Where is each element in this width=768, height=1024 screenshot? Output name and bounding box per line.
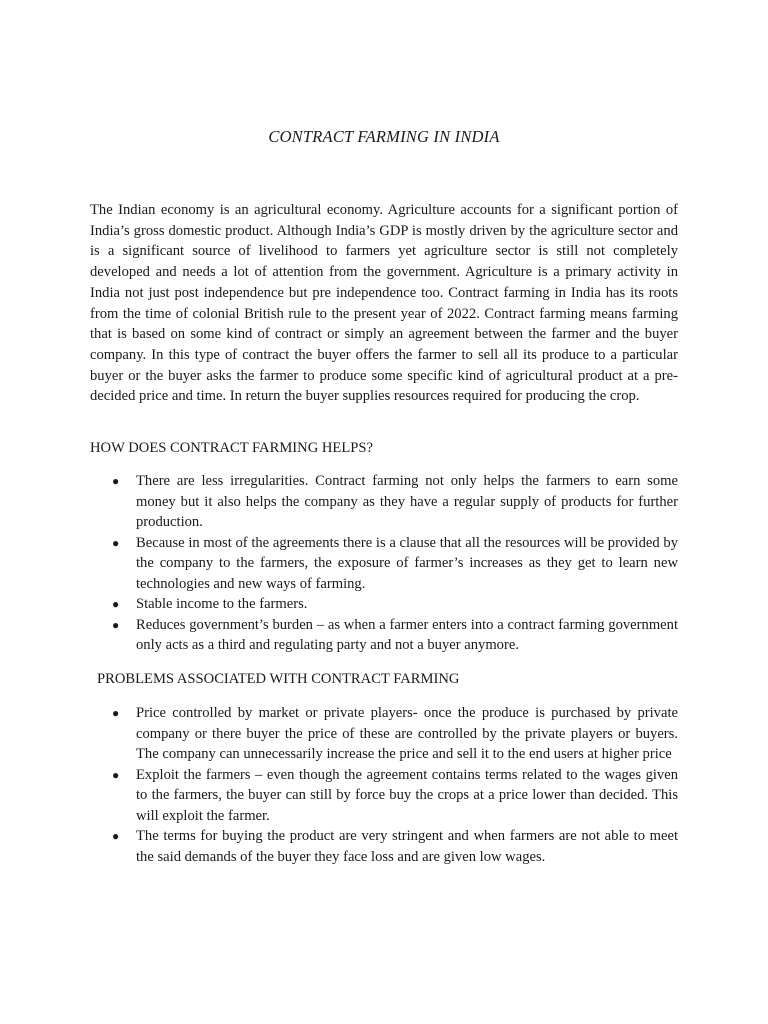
list-item (112, 765, 678, 827)
page-title: CONTRACT FARMING IN INDIA (268, 127, 500, 146)
list-item-text: Stable income to the farmers. (136, 596, 308, 612)
list-item-text: Because in most of the agreements there is a clause that all the resources will be provided by the company to the farmers, the exposure of farmer’s increases as they get to learn new technologies and new ways of farming. (136, 534, 678, 592)
section-heading-problems: PROBLEMS ASSOCIATED WITH CONTRACT FARMING (97, 671, 460, 687)
section-heading-helps: HOW DOES CONTRACT FARMING HELPS? (90, 440, 373, 456)
bullet-icon: ● (112, 474, 120, 488)
list-item (112, 471, 678, 533)
helps-bullet-list (112, 471, 678, 656)
list-item-text: The terms for buying the product are very stringent and when farmers are not able to meet the said demands of the buyer they face loss and are given low wages. (136, 828, 678, 865)
list-item-text: Price controlled by market or private players- once the produce is purchased by private company or there buyer the price of these are controlled by the private players or buyers. The company can unnecessarily increase the price and sell it to the end users at higher price (136, 705, 678, 762)
bullet-icon: ● (112, 829, 120, 843)
list-item-text: Reduces government’s burden – as when a farmer enters into a contract farming government only acts as a third and regulating party and not a buyer anymore. (136, 616, 678, 653)
intro-paragraph: The Indian economy is an agricultural economy. Agriculture accounts for a significant portion of India’s gross domestic product. Although India’s GDP is mostly driven by the agriculture sector and is a significant source of livelihood to farmers yet agriculture sector is still not completely developed and needs a lot of attention from the government. Agriculture is a primary activity in India not just post independence but pre independence too. Contract farming in India has its roots from the time of colonial British rule to the present year of 2022. Contract farming means farming that is based on some kind of contract or simply an agreement between the farmer and the buyer company. In this type of contract the buyer offers the farmer to sell all its produce to a particular buyer or the buyer asks the farmer to produce some specific kind of agricultural product at a pre-decided price and time. In return the buyer supplies resources required for producing the crop. (90, 202, 678, 405)
bullet-icon: ● (112, 535, 120, 550)
bullet-icon: ● (112, 617, 120, 632)
problems-bullet-list (112, 703, 678, 867)
list-item (112, 594, 678, 615)
list-item (112, 533, 678, 595)
list-item (112, 703, 678, 765)
bullet-icon: ● (112, 706, 120, 720)
list-item-text: Exploit the farmers – even though the agreement contains terms related to the wages given to the farmers, the buyer can still by force buy the crops at a price lower than decided. This will exploit the farmer. (136, 766, 678, 824)
bullet-icon: ● (112, 767, 120, 782)
list-item (112, 826, 678, 867)
bullet-icon: ● (112, 597, 120, 611)
list-item-text: There are less irregularities. Contract farming not only helps the farmers to earn some money but it also helps the company as they have a regular supply of products for further production. (136, 473, 678, 530)
list-item (112, 615, 678, 656)
